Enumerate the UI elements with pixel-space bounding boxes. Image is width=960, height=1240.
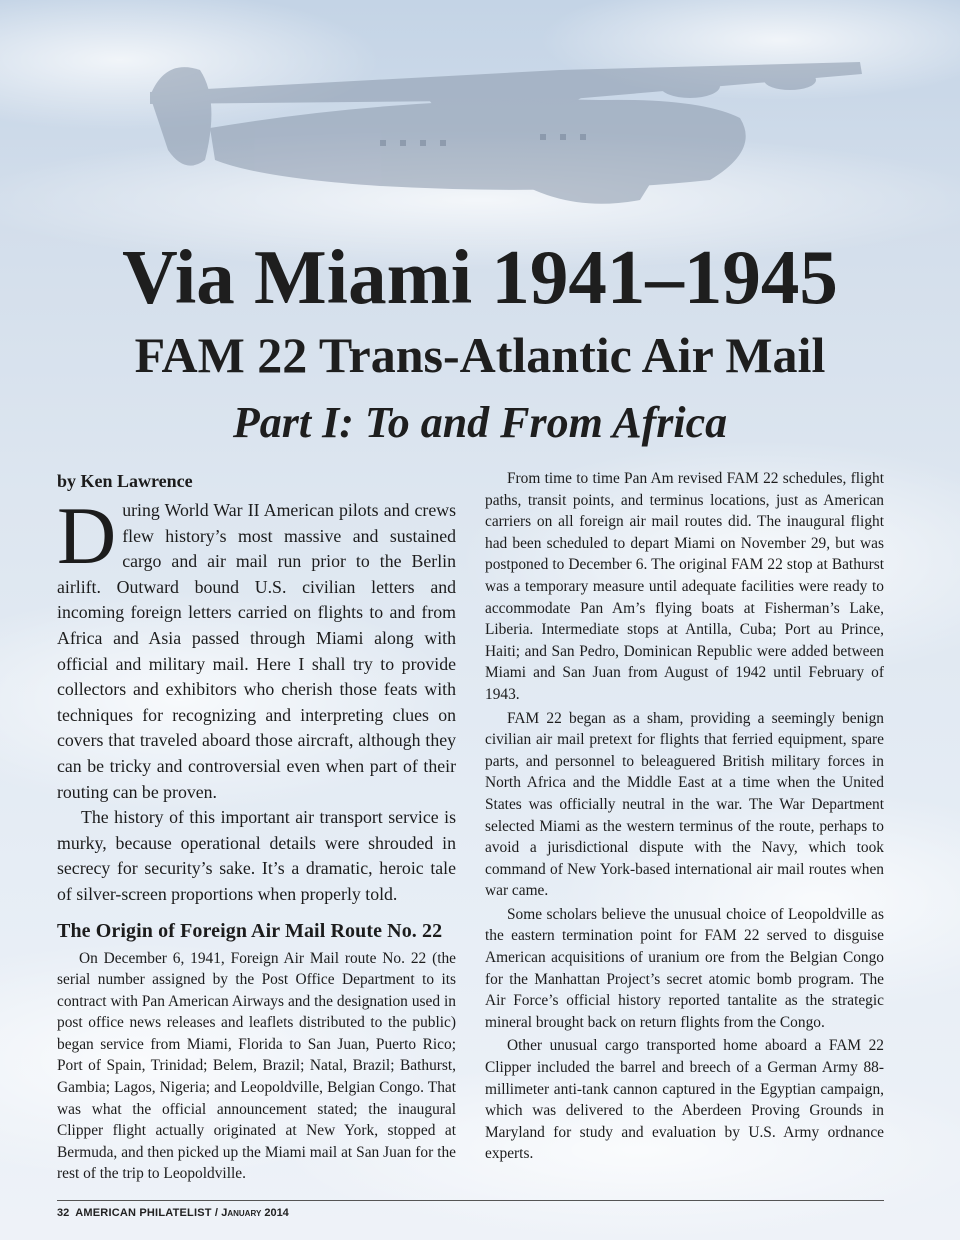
paragraph-text: uring World War II American pilots and crews flew history’s most massive and sustained cargo and air mail run prior to the Berlin airlift. Outward bound U.S. civilian letters and incoming foreign letters carried on flights to and from Africa and Asia passed through Miami along with official and military mail. Here I shall try to provide collectors and exhibitors who cherish those feats with techniques for recognizing and interpreting clues on covers that traveled aboard those aircraft, although they can be tricky and controversial even when part of their routing can be proven. [57,500,456,802]
right-column [485,468,884,1165]
issue-date: January 2014 [221,1207,289,1219]
flying-boat-clipper-illustration [0,0,960,260]
byline: by Ken Lawrence [57,471,193,491]
intro-paragraph-2: The history of this important air transport service is murky, because operational details were shrouded in secrecy for security’s sake. It’s a dramatic, heroic tale of silver-screen proportions when properly told. [57,807,456,904]
right-paragraph-2: FAM 22 began as a sham, providing a seemingly benign civilian air mail pretext for flights that ferried equipment, spare parts, and personnel to beleaguered British military forces in North Africa and the Middle East at a time when the United States was officially neutral in the war. The War Department selected Miami as the western terminus of the route, perhaps to avoid a jurisdictional dispute with the Navy, which took command of New York-based international air mail routes when war came. [485,709,884,900]
magazine-name: AMERICAN PHILATELIST / [75,1207,219,1219]
intro-text [57,490,456,908]
left-column [57,468,456,1185]
section-paragraph-1: On December 6, 1941, Foreign Air Mail route No. 22 (the serial number assigned by the Post Office Department to its contract with Pan American Airways and the designation used in post office news releases and leaflets distributed to the public) began service from Miami, Florida to San Juan, Puerto Rico; Port of Spain, Trinidad; Belem, Brazil; Natal, Brazil; Bathurst, Gambia; Lagos, Nigeria; and Leopoldville, Belgian Congo. That was what the official announcement stated; the inaugural Clipper flight actually originated at New York, stopped at Bermuda, and then picked up the Miami mail at San Juan for the rest of the trip to Leopoldville. [57,949,456,1183]
right-paragraph-3: Some scholars believe the unusual choice of Leopoldville as the eastern termination point for FAM 22 served to disguise American acquisitions of uranium ore from the Belgian Congo for the Manhattan Project’s secret atomic bomb program. The Air Force’s official history reported tantalite as the strategic mineral brought back on return flights from the Congo. [485,905,884,1031]
section-heading: The Origin of Foreign Air Mail Route No. 22 [57,919,443,942]
section-text [57,948,456,1186]
drop-cap: D [57,490,117,581]
right-paragraph-4: Other unusual cargo transported home aboard a FAM 22 Clipper included the barrel and breech of a German Army 88-millimeter anti-tank cannon captured in the Egyptian campaign, which was delivered to the Aberdeen Proving Grounds in Maryland for study and evaluation by U.S. Army ordnance experts. [485,1037,884,1163]
page-footer [57,1205,289,1221]
intro-paragraph-1 [57,490,456,805]
article-part-heading: Part I: To and From Africa [232,398,728,447]
article-subtitle: FAM 22 Trans-Atlantic Air Mail [134,327,826,383]
footer-rule [57,1200,884,1201]
article-title: Via Miami 1941–1945 [122,234,838,320]
right-paragraph-1: From time to time Pan Am revised FAM 22 schedules, flight paths, transit points, and terminus locations, just as American carriers on all foreign air mail routes did. The inaugural flight had been scheduled to depart Miami on November 29, but was postponed to December 6. The original FAM 22 stop at Bathurst was a temporary measure until adequate facilities were ready to accommodate Pan Am’s flying boats at Fisherman’s Lake, Liberia. Intermediate stops at Antilla, Cuba; Port au Prince, Haiti; and San Pedro, Dominican Republic were added between Miami and San Juan from August of 1942 until February of 1943. [485,470,884,703]
page-number: 32 [57,1207,70,1219]
